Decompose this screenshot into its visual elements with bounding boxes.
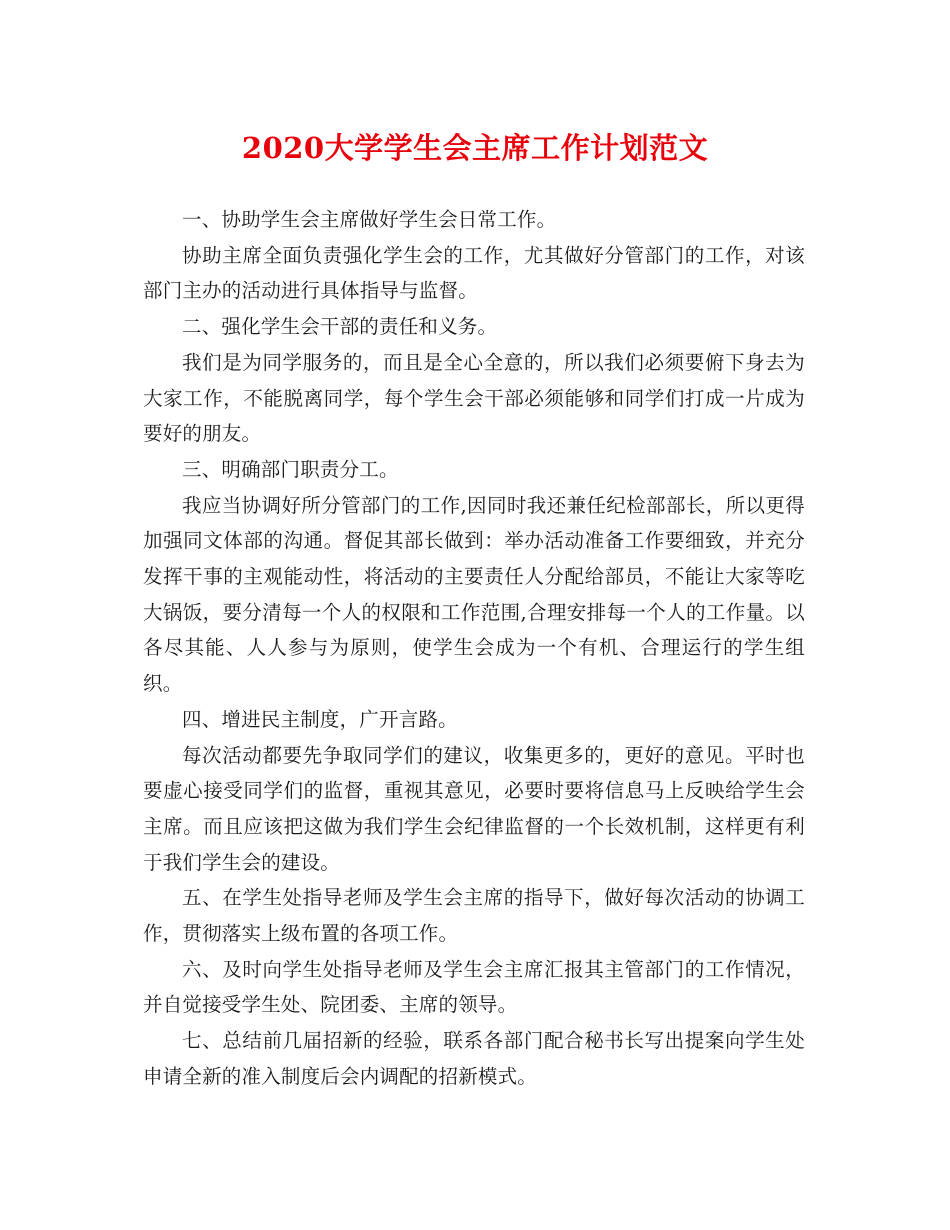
section-heading-1: 一、协助学生会主席做好学生会日常工作。: [182, 208, 557, 231]
section-heading-4: 四、增进民主制度，广开言路。: [182, 707, 458, 731]
document-body: [143, 202, 805, 1095]
section-item-5: 五、在学生处指导老师及学生会主席的指导下，做好每次活动的协调工作，贯彻落实上级布置的各项工作。: [143, 886, 805, 946]
section-heading-2: 二、强化学生会干部的责任和义务。: [182, 315, 498, 339]
document-title: 2020大学学生会主席工作计划范文: [241, 131, 709, 165]
section-item-7: 七、总结前几届招新的经验，联系各部门配合秘书长写出提案向学生处申请全新的准入制度后会内调配的招新模式。: [143, 1029, 805, 1088]
section-item-6: 六、及时向学生处指导老师及学生会主席汇报其主管部门的工作情况，并自觉接受学生处、院团委、主席的领导。: [143, 957, 805, 1017]
section-heading-3: 三、明确部门职责分工。: [182, 457, 399, 481]
body-paragraph: 每次活动都要先争取同学们的建议，收集更多的，更好的意见。平时也要虚心接受同学们的监督，重视其意见，必要时要将信息马上反映给学生会主席。而且应该把这做为我们学生会纪律监督的一个长效机制，这样更有利于我们学生会的建设。: [143, 743, 805, 874]
body-paragraph: 我应当协调好所分管部门的工作,因同时我还兼任纪检部部长，所以更得加强同文体部的沟通。督促其部长做到：举办活动准备工作要细致，并充分发挥干事的主观能动性，将活动的主要责任人分配给部员，不能让大家等吃大锅饭，要分清每一个人的权限和工作范围,合理安排每一个人的工作量。以各尽其能、人人参与为原则，使学生会成为一个有机、合理运行的学生组织。: [143, 493, 805, 696]
body-paragraph: 我们是为同学服务的，而且是全心全意的，所以我们必须要俯下身去为大家工作，不能脱离同学，每个学生会干部必须能够和同学们打成一片成为要好的朋友。: [143, 350, 805, 446]
body-paragraph: 协助主席全面负责强化学生会的工作，尤其做好分管部门的工作，对该部门主办的活动进行具体指导与监督。: [143, 243, 805, 303]
